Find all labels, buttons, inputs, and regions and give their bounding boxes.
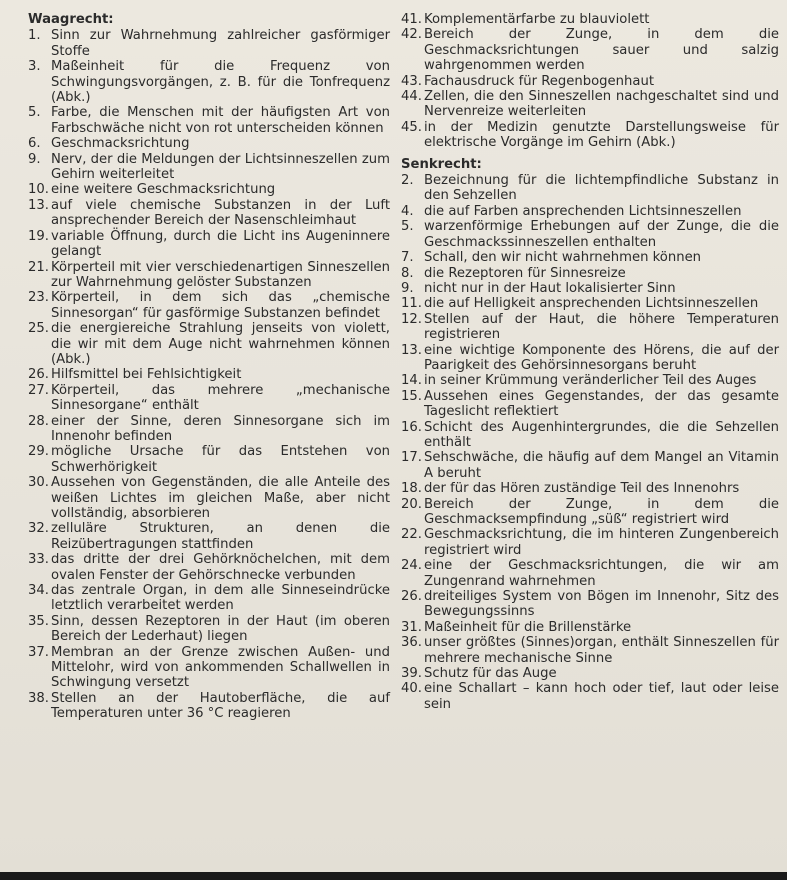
clue-number: 45. — [401, 119, 422, 135]
across-clue — [28, 383, 390, 414]
down-clue — [401, 173, 779, 204]
clue-number: 7. — [401, 250, 414, 266]
clue-number: 6. — [28, 136, 41, 152]
across-clue — [28, 583, 390, 614]
clue-number: 5. — [401, 219, 414, 235]
across-clue — [28, 444, 390, 475]
clue-text: Geschmacksrichtung, die im hinteren Zungenbereich registriert wird — [424, 527, 779, 558]
down-clue — [401, 373, 779, 388]
clue-number: 39. — [401, 666, 422, 682]
clue-number: 9. — [28, 151, 41, 167]
clue-text: Stellen auf der Haut, die höhere Temperaturen registrieren — [424, 311, 779, 343]
clue-number: 13. — [401, 342, 422, 358]
across-clue — [28, 28, 390, 59]
clue-number: 41. — [401, 12, 422, 27]
across-clue — [28, 475, 390, 521]
clue-text: Schutz für das Auge — [424, 666, 557, 682]
across-clue — [28, 152, 390, 183]
down-clue — [401, 589, 779, 620]
clue-text: die Rezeptoren für Sinnesreize — [424, 265, 626, 281]
clue-text: Maßeinheit für die Brillenstärke — [424, 619, 632, 635]
down-clue — [401, 250, 779, 265]
down-clue — [401, 620, 779, 635]
clue-text: Farbe, die Menschen mit der häufigsten Art von Farbschwäche nicht von rot unterscheiden können — [51, 105, 390, 136]
clue-number: 11. — [401, 296, 422, 312]
clue-text: die auf Helligkeit ansprechenden Lichtsinneszellen — [424, 296, 759, 312]
clue-text: eine der Geschmacksrichtungen, die wir am Zungenrand wahrnehmen — [424, 558, 779, 589]
down-clue — [401, 266, 779, 281]
down-clue — [401, 389, 779, 420]
across-clue — [28, 614, 390, 645]
clue-text: in seiner Krümmung veränderlicher Teil des Auges — [424, 373, 757, 389]
across-clue — [28, 521, 390, 552]
clue-number: 23. — [28, 290, 49, 306]
clue-text: die auf Farben ansprechenden Lichtsinneszellen — [424, 203, 742, 219]
clue-text: Körperteil, in dem sich das „chemische Sinnesorgan“ für gasförmige Substanzen befindet — [51, 290, 390, 321]
clue-text: nicht nur in der Haut lokalisierter Sinn — [424, 280, 676, 296]
down-clue — [401, 312, 779, 343]
across-clue — [28, 552, 390, 583]
clue-text: Nerv, der die Meldungen der Lichtsinneszellen zum Gehirn weiterleitet — [51, 151, 390, 183]
clue-text: Hilfsmittel bei Fehlsichtigkeit — [51, 367, 242, 383]
clue-number: 10. — [28, 182, 49, 198]
clue-number: 20. — [401, 496, 422, 512]
clue-number: 31. — [401, 619, 422, 635]
clue-text: unser größtes (Sinnes)organ, enthält Sinneszellen für mehrere mechanische Sinne — [424, 635, 779, 666]
clue-number: 25. — [28, 321, 49, 337]
clue-number: 43. — [401, 73, 422, 89]
clue-text: Aussehen eines Gegenstandes, der das gesamte Tageslicht reflektiert — [424, 388, 779, 420]
clue-text: Schicht des Augenhintergrundes, die die Sehzellen enthält — [424, 419, 779, 450]
clue-text: Aussehen von Gegenständen, die alle Anteile des weißen Lichtes im gleichen Maße, aber nicht vollständig, absorbieren — [51, 475, 390, 521]
across-clue — [28, 182, 390, 197]
clue-number: 26. — [28, 367, 49, 383]
clue-text: Membran an der Grenze zwischen Außen- und Mittelohr, wird von ankommenden Schallwellen in Schwingung versetzt — [51, 644, 390, 691]
clue-text: einer der Sinne, deren Sinnesorgane sich im Innenohr befinden — [51, 413, 390, 444]
clue-number: 3. — [28, 59, 41, 75]
across-clue — [401, 120, 779, 151]
clue-text: Bereich der Zunge, in dem die Geschmacksempfindung „süß“ registriert wird — [424, 496, 779, 527]
clue-number: 14. — [401, 373, 422, 389]
clue-text: Maßeinheit für die Frequenz von Schwingungsvorgängen, z. B. für die Tonfrequenz (Abk.) — [51, 59, 390, 106]
clue-number: 27. — [28, 382, 49, 398]
clue-number: 34. — [28, 583, 49, 599]
down-clue — [401, 497, 779, 528]
clue-number: 38. — [28, 690, 49, 706]
down-clue — [401, 481, 779, 496]
clue-text: die energiereiche Strahlung jenseits von violett, die wir mit dem Auge nicht wahrnehmen können (Abk.) — [51, 321, 390, 367]
down-clue — [401, 204, 779, 219]
clue-text: mögliche Ursache für das Entstehen von Schwerhörigkeit — [51, 444, 390, 475]
clue-number: 22. — [401, 527, 422, 543]
clue-text: variable Öffnung, durch die Licht ins Augeninnere gelangt — [51, 228, 390, 260]
clue-number: 1. — [28, 28, 41, 44]
clue-number: 4. — [401, 203, 414, 219]
clue-text: eine wichtige Komponente des Hörens, die auf der Paarigkeit des Gehörsinnesorgans beruht — [424, 342, 779, 373]
clue-number: 24. — [401, 558, 422, 574]
clue-number: 30. — [28, 475, 49, 491]
clue-text: Körperteil, das mehrere „mechanische Sinnesorgane“ enthält — [51, 382, 390, 414]
across-clue — [28, 290, 390, 321]
clue-text: zelluläre Strukturen, an denen die Reizübertragungen stattfinden — [51, 521, 390, 552]
across-clue — [401, 12, 779, 27]
clue-number: 29. — [28, 444, 49, 460]
down-clue — [401, 681, 779, 712]
clue-number: 21. — [28, 259, 49, 275]
clue-text: eine weitere Geschmacksrichtung — [51, 182, 276, 198]
clue-text: der für das Hören zuständige Teil des Innenohrs — [424, 481, 740, 497]
clue-number: 5. — [28, 105, 41, 121]
clue-text: Körperteil mit vier verschiedenartigen Sinneszellen zur Wahrnehmung gelöster Substanzen — [51, 259, 390, 290]
across-clue — [28, 136, 390, 151]
clue-text: Schall, den wir nicht wahrnehmen können — [424, 250, 702, 266]
clue-text: Stellen an der Hautoberfläche, die auf Temperaturen unter 36 °C reagieren — [51, 690, 390, 722]
clue-number: 37. — [28, 644, 49, 660]
clue-number: 40. — [401, 681, 422, 697]
clue-number: 17. — [401, 450, 422, 466]
clue-number: 2. — [401, 173, 414, 189]
down-clue — [401, 666, 779, 681]
clue-number: 12. — [401, 311, 422, 327]
clue-text: auf viele chemische Substanzen in der Luft ansprechender Bereich der Nasenschleimhaut — [51, 197, 390, 229]
clue-number: 18. — [401, 481, 422, 497]
down-clue — [401, 281, 779, 296]
across-clue — [401, 27, 779, 73]
across-clue — [28, 105, 390, 136]
clue-text: Bezeichnung für die lichtempfindliche Substanz in den Sehzellen — [424, 173, 779, 204]
clue-text: Sinn, dessen Rezeptoren in der Haut (im oberen Bereich der Lederhaut) liegen — [51, 613, 390, 645]
clue-text: warzenförmige Erhebungen auf der Zunge, die die Geschmackssinneszellen enthalten — [424, 219, 779, 250]
clue-number: 13. — [28, 197, 49, 213]
clue-number: 16. — [401, 419, 422, 435]
down-clue — [401, 635, 779, 666]
clue-number: 42. — [401, 27, 422, 43]
across-clue — [28, 260, 390, 291]
clue-number: 9. — [401, 280, 414, 296]
clue-number: 8. — [401, 265, 414, 281]
down-heading: Senkrecht: — [401, 156, 482, 172]
clue-number: 19. — [28, 228, 49, 244]
clue-number: 36. — [401, 635, 422, 651]
across-clue — [401, 89, 779, 120]
across-clue — [28, 321, 390, 367]
clue-number: 26. — [401, 589, 422, 605]
across-clue — [28, 229, 390, 260]
across-heading: Waagrecht: — [28, 12, 114, 27]
left-column — [28, 12, 390, 722]
clue-text: Bereich der Zunge, in dem die Geschmacksrichtungen sauer und salzig wahrgenommen werden — [424, 27, 779, 74]
across-clue — [401, 74, 779, 89]
clue-number: 35. — [28, 613, 49, 629]
clue-text: das dritte der drei Gehörknöchelchen, mit dem ovalen Fenster der Gehörschnecke verbunden — [51, 552, 390, 583]
across-clue — [28, 198, 390, 229]
page-edge-shadow — [0, 872, 787, 880]
down-clue — [401, 219, 779, 250]
clue-text: in der Medizin genutzte Darstellungsweise für elektrische Vorgänge im Gehirn (Abk.) — [424, 119, 779, 151]
clue-number: 15. — [401, 388, 422, 404]
clue-text: Sehschwäche, die häufig auf dem Mangel an Vitamin A beruht — [424, 450, 779, 481]
clue-text: Fachausdruck für Regenbogenhaut — [424, 73, 654, 89]
clue-number: 44. — [401, 89, 422, 105]
clue-text: Geschmacksrichtung — [51, 136, 190, 152]
clue-text: Zellen, die den Sinneszellen nachgeschaltet sind und Nervenreize weiterleiten — [424, 89, 779, 120]
clue-text: das zentrale Organ, in dem alle Sinneseindrücke letztlich verarbeitet werden — [51, 583, 390, 614]
clue-text: Sinn zur Wahrnehmung zahlreicher gasförmiger Stoffe — [51, 28, 390, 59]
clue-text: eine Schallart – kann hoch oder tief, laut oder leise sein — [424, 681, 779, 712]
clue-text: Komplementärfarbe zu blauviolett — [424, 12, 650, 27]
across-clue — [28, 59, 390, 105]
down-clue — [401, 450, 779, 481]
down-clue — [401, 527, 779, 558]
clue-number: 28. — [28, 413, 49, 429]
across-clue — [28, 645, 390, 691]
across-clue — [28, 414, 390, 445]
down-clue — [401, 343, 779, 374]
right-column — [401, 12, 779, 712]
clue-number: 32. — [28, 521, 49, 537]
down-clue — [401, 296, 779, 311]
across-clue — [28, 691, 390, 722]
across-clue — [28, 367, 390, 382]
clue-number: 33. — [28, 552, 49, 568]
down-clue — [401, 420, 779, 451]
clue-text: dreiteiliges System von Bögen im Innenohr, Sitz des Bewegungssinns — [424, 589, 779, 620]
down-clue — [401, 558, 779, 589]
